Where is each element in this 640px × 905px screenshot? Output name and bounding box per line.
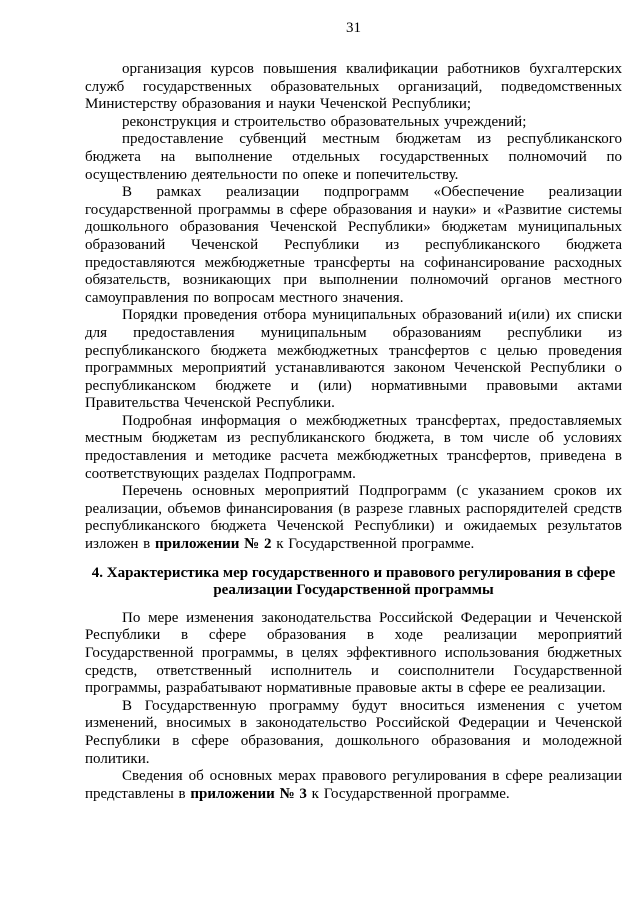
- text-run: предоставление субвенций местным бюджетам из республиканского бюджета на выполнение отдельных государственных полномочий по осуществлению деятельности по опеке и попечительству.: [85, 131, 622, 183]
- paragraph: [85, 610, 622, 698]
- text-run: реконструкция и строительство образовательных учреждений;: [122, 113, 527, 130]
- text-run: В рамках реализации подпрограмм «Обеспечение реализации государственной программы в сфере образования и науки» и «Развитие системы дошкольного образования Чеченской Республики» бюджетам муниципальных образований Чеченской Республики из республиканского бюджета предоставляются межбюджетные трансферты на софинансирование расходных обязательств, возникающих при выполнении полномочий органов местного самоуправления по вопросам местного значения.: [85, 184, 622, 306]
- paragraph: [85, 768, 622, 803]
- paragraph: [85, 131, 622, 184]
- text-run: к Государственной программе.: [271, 536, 475, 553]
- paragraph: [85, 307, 622, 413]
- text-run: к Государственной программе.: [306, 785, 510, 802]
- page-number: 31: [346, 20, 361, 36]
- document-body: [85, 61, 622, 803]
- bold-text-run: приложении № 2: [155, 536, 272, 553]
- paragraph: [85, 114, 622, 132]
- text-run: В Государственную программу будут вноситься изменения с учетом изменений, вносимых в законодательство Российской Федерации и Чеченской Республики в сфере образования, дошкольного образования и молодежной политики.: [85, 697, 622, 767]
- text-run: Сведения об основных мерах правового регулирования в сфере реализации представлены в: [85, 768, 622, 802]
- text-run: организация курсов повышения квалификации работников бухгалтерских служб государственных образовательных организаций, подведомственных Министерству образования и науки Чеченской Республики;: [85, 61, 622, 113]
- text-run: Порядки проведения отбора муниципальных образований и(или) их списки для предоставления муниципальным образованиям республики из республиканского бюджета межбюджетных трансфертов с целью проведения программных мероприятий устанавливаются законом Чеченской Республики о республиканском бюджете и (или) нормативными правовыми актами Правительства Чеченской Республики.: [85, 307, 622, 412]
- paragraph: [85, 184, 622, 307]
- bold-text-run: 4. Характеристика мер государственного и правового регулирования в сфере реализации Государственной программы: [91, 564, 616, 599]
- bold-text-run: приложении № 3: [190, 785, 307, 802]
- paragraph: [85, 698, 622, 768]
- paragraph: [85, 413, 622, 483]
- paragraph: [85, 61, 622, 114]
- text-run: Перечень основных мероприятий Подпрограмм (с указанием сроков их реализации, объемов финансирования (в разрезе главных распорядителей средств республиканского бюджета Чеченской Республики) и ожидаемых результатов изложен в: [85, 483, 622, 553]
- paragraph: [85, 483, 622, 553]
- text-run: По мере изменения законодательства Российской Федерации и Чеченской Республики в сфере образования в ходе реализации мероприятий Государственной программы, в целях эффективного использования бюджетных средств, ответственный исполнитель и соисполнители Государственной программы, разрабатывают нормативные правовые акты в сфере ее реализации.: [85, 609, 622, 697]
- section-heading: [85, 565, 622, 600]
- text-run: Подробная информация о межбюджетных трансфертах, предоставляемых местным бюджетам из республиканского бюджета, в том числе об условиях предоставления и методике расчета межбюджетных трансфертов, приведена в соответствующих разделах Подпрограмм.: [85, 412, 622, 482]
